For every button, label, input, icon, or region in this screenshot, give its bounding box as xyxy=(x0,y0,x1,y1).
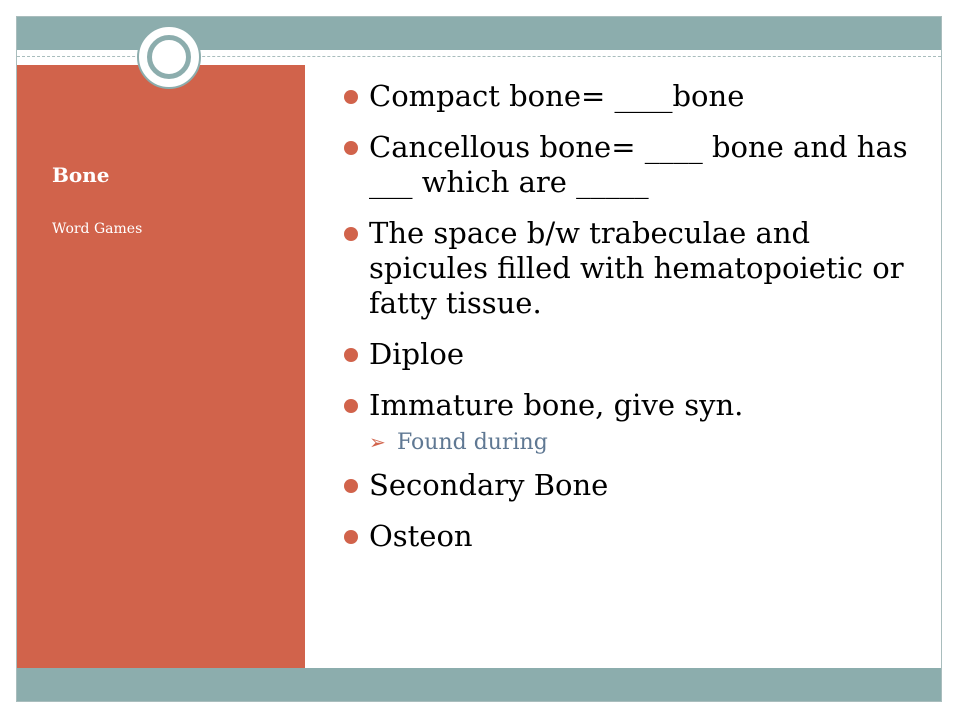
bullet-item xyxy=(342,337,922,372)
circle-bullet-icon xyxy=(344,90,358,104)
bullet-item xyxy=(342,388,922,423)
bottom-band xyxy=(17,668,941,701)
sub-bullet-text: Found during xyxy=(397,430,548,455)
circle-bullet-icon xyxy=(344,348,358,362)
bullet-text: Cancellous bone= ____ bone and has ___ which are _____ xyxy=(369,130,908,199)
circle-bullet-icon xyxy=(344,530,358,544)
bullet-text: Diploe xyxy=(369,337,464,371)
circle-bullet-icon xyxy=(344,479,358,493)
sidebar-panel xyxy=(17,65,305,671)
content-body xyxy=(342,79,922,570)
bullet-text: Immature bone, give syn. xyxy=(369,388,744,422)
bullet-item xyxy=(342,216,922,321)
slide-subtitle: Word Games xyxy=(52,221,143,237)
bullet-item xyxy=(342,519,922,554)
circle-bullet-icon xyxy=(344,141,358,155)
bullet-list xyxy=(342,79,922,554)
slide xyxy=(16,16,942,702)
circle-bullet-icon xyxy=(344,227,358,241)
arrow-bullet-icon: ➢ xyxy=(369,430,386,454)
bullet-text: Secondary Bone xyxy=(369,468,609,502)
sub-bullet-item xyxy=(342,429,922,456)
bullet-text: The space b/w trabeculae and spicules filled with hematopoietic or fatty tissue. xyxy=(369,216,904,320)
bullet-item xyxy=(342,468,922,503)
ring-ornament-icon xyxy=(137,25,201,89)
slide-title: Bone xyxy=(52,163,110,187)
ring-inner xyxy=(147,35,191,79)
bullet-text: Osteon xyxy=(369,519,473,553)
bullet-item xyxy=(342,130,922,200)
circle-bullet-icon xyxy=(344,399,358,413)
bullet-text: Compact bone= ____bone xyxy=(369,79,745,113)
bullet-item xyxy=(342,79,922,114)
